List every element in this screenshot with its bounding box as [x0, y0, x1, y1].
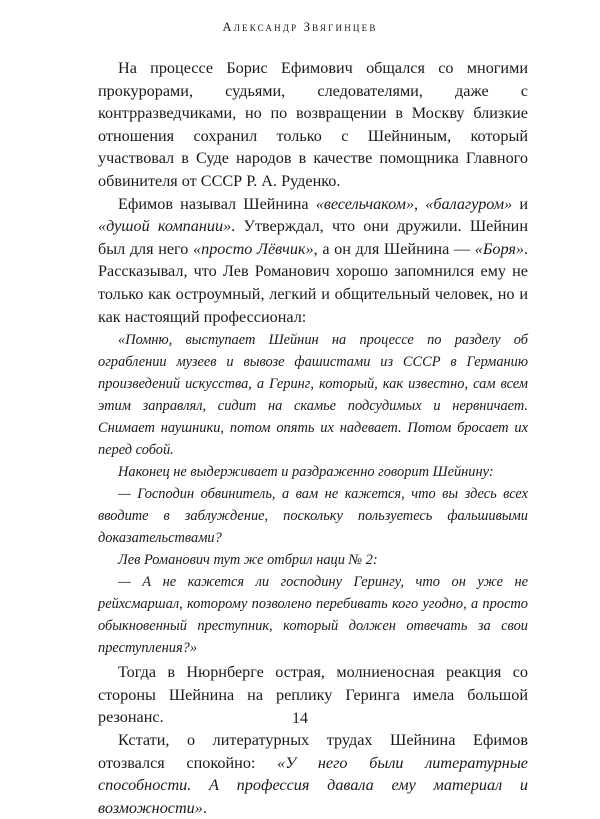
text-run: , [414, 194, 426, 213]
quoted-phrase: «У него были литературные способности. А профессия давала ему материал и возможности» [98, 753, 528, 817]
quoted-phrase: «Боря» [474, 239, 524, 258]
page-number: 14 [292, 710, 308, 727]
quoted-phrase: «душой компании» [98, 217, 232, 236]
text-run: и [512, 194, 528, 213]
paragraph [98, 729, 528, 819]
quoted-phrase: «просто Лёвчик» [193, 239, 314, 258]
quote-paragraph: — А не кажется ли господину Герингу, что он уже не рейхсмаршал, которому позволено перебивать кого угодно, а просто обыкновенный преступник, который должен отвечать за свои преступления?» [98, 574, 528, 657]
paragraph: Тогда в Нюрнберге острая, молниеносная реакция со стороны Шейнина на реплику Геринга имела большой резонанс. [98, 663, 528, 727]
text-run: . Рассказывал, что Лев Романович хорошо запомнился ему не только как остроумный, легкий и общительный человек, но и как настоящий профессионал: [98, 239, 528, 326]
quote-paragraph: — Господин обвинитель, а вам не кажется, что вы здесь всех вводите в заблуждение, поскольку пользуетесь фальшивыми доказательствами? [98, 486, 528, 547]
text-run: , а он для Шейнина — [313, 239, 475, 258]
running-head: Александр Звягинцев [222, 20, 378, 34]
text-run: . Утверждал, что они дружили. Шейнин был для него [98, 217, 528, 258]
paragraph [98, 193, 528, 329]
body-text [98, 57, 528, 819]
text-run: . [202, 798, 207, 817]
quoted-phrase: «весельчаком» [315, 194, 415, 213]
quoted-phrase: «балагуром» [425, 194, 513, 213]
text-run: Кстати, о литературных трудах Шейнина Ефимов отозвался спокойно: [98, 730, 528, 772]
paragraph: На процессе Борис Ефимович общался со многими прокурорами, судьями, следователями, даже с контрразведчиками, но по возвращении в Москву близкие отношения сохранил только с Шейниным, который участвовал в Суде народов в качестве помощника Главного обвинителя от СССР Р. А. Руденко. [98, 59, 528, 190]
quote-paragraph: «Помню, выступает Шейнин на процессе по разделу об ограблении музеев и вывозе фашистами из СССР в Германию произведений искусства, а Геринг, который, как известно, сам всем этим заправлял, сидит на скамье подсудимых и нервничает. Снимает наушники, потом опять их надевает. Потом бросает их перед собой. [98, 332, 528, 459]
text-run: Ефимов называл Шейнина [118, 194, 316, 213]
quote-paragraph: Лев Романович тут же отбрил наци № 2: [118, 552, 378, 569]
quote-paragraph: Наконец не выдерживает и раздраженно говорит Шейнину: [118, 464, 494, 481]
